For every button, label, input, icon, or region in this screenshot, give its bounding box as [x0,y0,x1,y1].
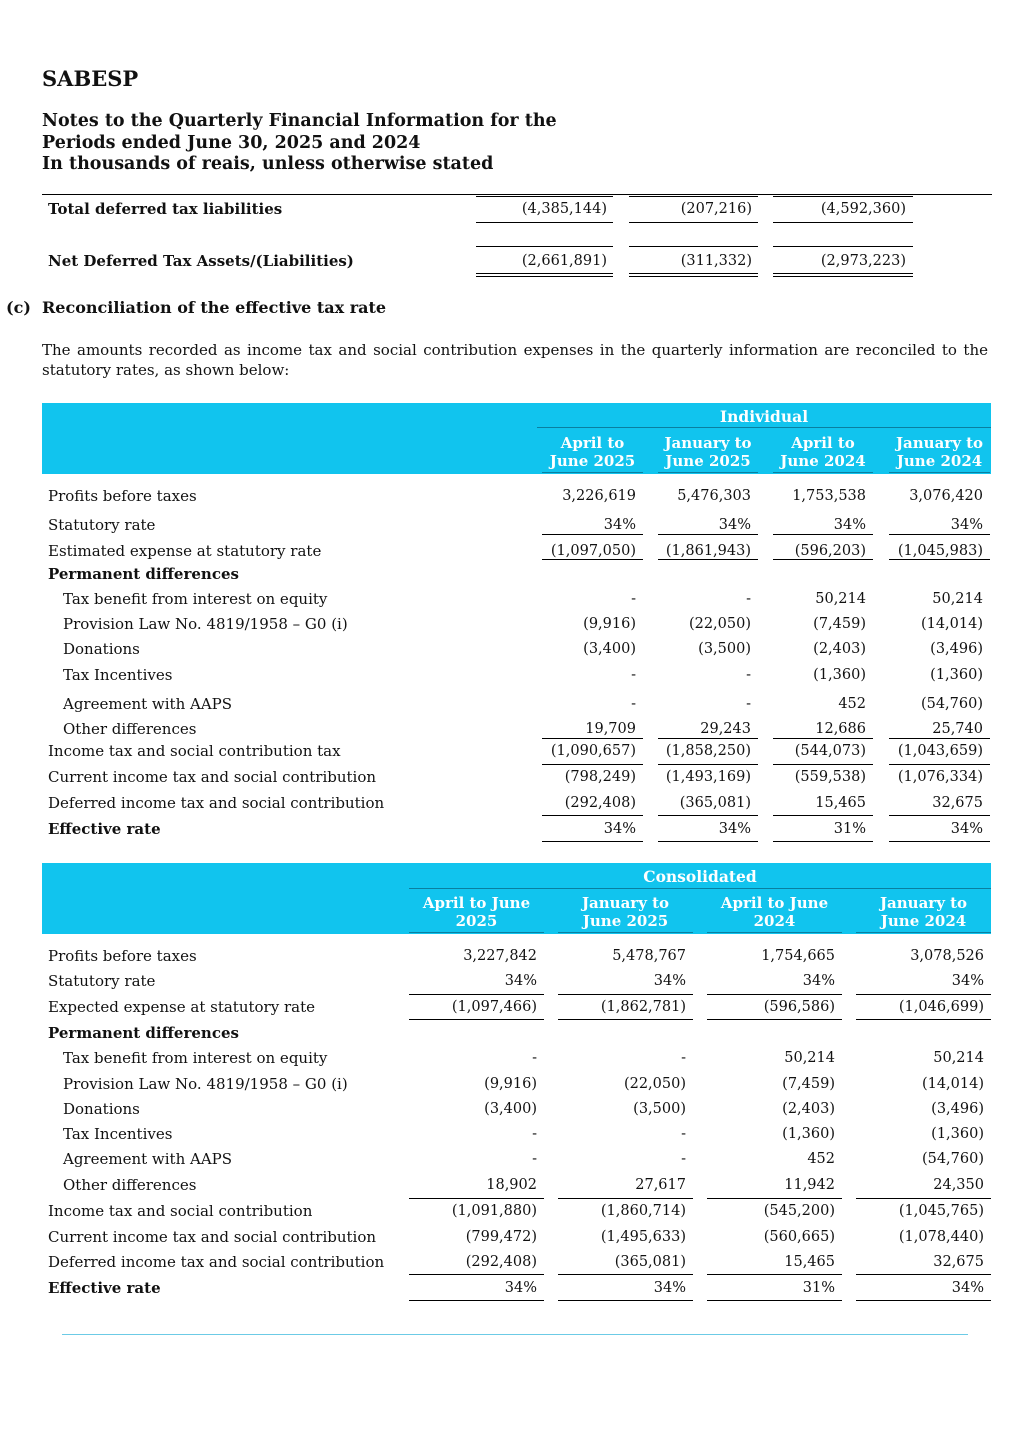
table-cell: 34% [718,821,751,837]
table-cell: 19,709 [585,721,636,737]
table-cell: (544,073) [794,743,866,759]
rule [889,534,990,535]
table-cell: (596,586) [763,999,835,1015]
column-header-line: 2025 [455,912,498,930]
band-rule [409,888,991,889]
deferred-cell: (207,216) [680,201,752,217]
row-label: Estimated expense at statutory rate [48,542,322,560]
table-cell: (292,408) [564,795,636,811]
column-header-rule [889,472,990,473]
table-cell: (798,249) [564,769,636,785]
band-rule [537,427,991,428]
table-cell: - [532,1151,537,1167]
table-cell: (3,496) [930,641,983,657]
rule [629,222,758,223]
rule [856,1019,991,1020]
row-label: Agreement with AAPS [63,1150,233,1168]
table-cell: (22,050) [623,1076,686,1092]
table-cell: (22,050) [688,616,751,632]
table-cell: 32,675 [933,1254,984,1270]
row-label: Current income tax and social contribution [48,768,377,786]
table-cell: 452 [807,1151,835,1167]
rule [476,196,613,197]
table-cell: 5,476,303 [677,488,751,504]
table-cell: (292,408) [465,1254,537,1270]
table-cell: 34% [951,1280,984,1296]
rule [409,1300,544,1301]
table-cell: 12,686 [815,721,866,737]
rule [629,246,758,247]
column-header-line: January to [895,434,984,452]
column-header-line: April to [791,434,855,452]
table-cell: 1,753,538 [792,488,866,504]
individual-title: Individual [719,407,809,426]
table-cell: 34% [950,821,983,837]
row-label: Deferred income tax and social contribution [48,794,385,812]
table-cell: 5,478,767 [612,948,686,964]
row-label: Provision Law No. 4819/1958 – G0 (i) [63,615,348,633]
table-cell: - [746,591,751,607]
rule [558,994,693,995]
table-cell: (596,203) [794,543,866,559]
table-cell: 34% [950,517,983,533]
row-label: Expected expense at statutory rate [48,998,315,1016]
rule [476,273,613,274]
deferred-cell: (4,385,144) [521,201,607,217]
rule [707,1198,842,1199]
deferred-cell: (4,592,360) [820,201,906,217]
row-label: Profits before taxes [48,487,197,505]
table-cell: - [746,667,751,683]
table-cell: - [532,1050,537,1066]
footer-divider [62,1334,968,1335]
rule [542,764,643,765]
table-cell: 34% [603,517,636,533]
table-cell: 27,617 [635,1177,686,1193]
rule [658,764,758,765]
table-cell: 3,076,420 [909,488,983,504]
column-header-line: June 2025 [582,912,669,930]
deferred-cell: (2,973,223) [820,253,906,269]
table-cell: (365,081) [679,795,751,811]
rule [889,738,990,739]
rule [409,1274,544,1275]
row-label: Statutory rate [48,516,156,534]
column-header-rule [773,472,873,473]
table-cell: (1,493,169) [665,769,751,785]
table-cell: 11,942 [784,1177,835,1193]
rule [889,559,990,560]
column-header-line: January to [879,894,968,912]
rule [409,1198,544,1199]
table-cell: (1,090,657) [550,743,636,759]
table-cell: (54,760) [920,696,983,712]
rule [542,841,643,842]
rule [658,815,758,816]
table-cell: 34% [504,1280,537,1296]
table-cell: (14,014) [921,1076,984,1092]
table-cell: (7,459) [813,616,866,632]
rule [658,534,758,535]
row-label: Tax benefit from interest on equity [63,1049,328,1067]
table-cell: - [681,1151,686,1167]
table-cell: - [631,591,636,607]
rule [558,1274,693,1275]
table-cell: (1,360) [813,667,866,683]
table-cell: 452 [838,696,866,712]
table-cell: 34% [802,973,835,989]
rule [889,815,990,816]
table-cell: (1,360) [931,1126,984,1142]
column-header [658,434,758,470]
row-label: Tax Incentives [63,666,173,684]
rule [773,764,873,765]
table-cell: (1,862,781) [600,999,686,1015]
table-cell: - [681,1126,686,1142]
row-label: Deferred income tax and social contribution [48,1253,385,1271]
table-cell: 34% [718,517,751,533]
rule [558,1198,693,1199]
table-cell: (1,078,440) [898,1229,984,1245]
rule [658,841,758,842]
rule [889,841,990,842]
table-cell: (1,495,633) [600,1229,686,1245]
table-cell: (14,014) [920,616,983,632]
column-header-line: June 2025 [665,452,751,470]
rule [856,1274,991,1275]
table-cell: - [681,1050,686,1066]
rule [558,1300,693,1301]
table-cell: 50,214 [784,1050,835,1066]
rule [476,222,613,223]
rule [658,738,758,739]
row-label: Effective rate [48,1279,161,1297]
table-cell: (1,045,765) [898,1203,984,1219]
column-header-line: 2024 [753,912,796,930]
company-name: SABESP [42,66,139,91]
table-cell: (7,459) [782,1076,835,1092]
table-cell: (1,360) [930,667,983,683]
table-cell: 3,226,619 [562,488,636,504]
table-cell: (365,081) [614,1254,686,1270]
table-cell: (1,097,466) [451,999,537,1015]
column-header-line: April to June [422,894,531,912]
table-cell: (1,043,659) [897,743,983,759]
column-header-line: January to [581,894,670,912]
table-cell: 31% [833,821,866,837]
table-cell: (1,045,983) [897,543,983,559]
table-cell: (560,665) [763,1229,835,1245]
rule [409,994,544,995]
rule [707,1019,842,1020]
table-cell: 15,465 [784,1254,835,1270]
rule [773,534,873,535]
table-cell: 3,227,842 [463,948,537,964]
table-cell: (1,858,250) [665,743,751,759]
deferred-row-label: Net Deferred Tax Assets/(Liabilities) [48,252,354,270]
rule [773,815,873,816]
row-label: Donations [63,640,140,658]
table-cell: - [631,696,636,712]
rule [707,1274,842,1275]
rule [773,276,913,277]
table-cell: 34% [833,517,866,533]
row-label: Permanent differences [48,1024,239,1042]
table-cell: (9,916) [583,616,636,632]
table-cell: 34% [504,973,537,989]
rule [542,559,643,560]
rule [773,273,913,274]
document-subtitle [42,111,557,176]
table-cell: (1,097,050) [550,543,636,559]
table-cell: 50,214 [933,1050,984,1066]
section-letter: (c) [6,298,31,317]
rule [773,559,873,560]
row-label: Income tax and social contribution tax [48,742,341,760]
table-cell: (3,500) [633,1101,686,1117]
table-cell: (545,200) [763,1203,835,1219]
table-cell: (54,760) [921,1151,984,1167]
row-label: Other differences [63,1176,197,1194]
table-cell: (1,861,943) [665,543,751,559]
table-cell: (3,400) [583,641,636,657]
table-cell: 50,214 [815,591,866,607]
column-header-line: June 2024 [780,452,866,470]
row-label: Effective rate [48,820,161,838]
column-header [409,894,544,930]
row-label: Provision Law No. 4819/1958 – G0 (i) [63,1075,348,1093]
table-cell: 34% [653,973,686,989]
column-header-line: June 2024 [880,912,967,930]
rule [409,1019,544,1020]
table-cell: 32,675 [932,795,983,811]
column-header [856,894,991,930]
row-label: Donations [63,1100,140,1118]
table-cell: 31% [802,1280,835,1296]
column-header-line: April to June [720,894,829,912]
column-header-line: April to [560,434,625,452]
rule [658,559,758,560]
deferred-row-label: Total deferred tax liabilities [48,200,283,218]
subtitle-line: In thousands of reais, unless otherwise stated [42,154,494,174]
section-intro: The amounts recorded as income tax and social contribution expenses in the quarterly information are reconciled to the statutory rates, as shown below: [42,341,988,379]
rule [476,246,613,247]
table-cell: 24,350 [933,1177,984,1193]
rule [629,196,758,197]
section-title: Reconciliation of the effective tax rate [42,298,387,317]
column-header [889,434,990,470]
column-header-rule [558,932,693,933]
column-header-rule [409,932,544,933]
rule [856,1198,991,1199]
table-cell: 34% [653,1280,686,1296]
table-cell: 18,902 [486,1177,537,1193]
table-cell: 1,754,665 [761,948,835,964]
rule [542,815,643,816]
row-label: Tax benefit from interest on equity [63,590,328,608]
table-cell: (3,400) [484,1101,537,1117]
rule [558,1019,693,1020]
column-header [707,894,842,930]
row-label: Income tax and social contribution [48,1202,313,1220]
column-header-line: January to [664,434,752,452]
column-header-line: June 2025 [549,452,636,470]
table-cell: (3,496) [931,1101,984,1117]
table-cell: (559,538) [794,769,866,785]
deferred-cell: (2,661,891) [521,253,607,269]
table-cell: 34% [951,973,984,989]
rule [629,276,758,277]
table-cell: (2,403) [782,1101,835,1117]
row-label: Permanent differences [48,565,239,583]
rule [707,1300,842,1301]
table-cell: - [746,696,751,712]
table-cell: (1,860,714) [600,1203,686,1219]
row-label: Current income tax and social contribution [48,1228,377,1246]
table-cell: - [631,667,636,683]
rule [773,196,913,197]
table-cell: (1,076,334) [897,769,983,785]
table-cell: (9,916) [484,1076,537,1092]
table-cell: 25,740 [932,721,983,737]
row-label: Agreement with AAPS [63,695,233,713]
table-cell: (2,403) [813,641,866,657]
table-cell: (1,046,699) [898,999,984,1015]
subtitle-line: Notes to the Quarterly Financial Information for the [42,111,557,131]
table-cell: (1,360) [782,1126,835,1142]
column-header-line: June 2024 [896,452,983,470]
header-divider [42,194,992,195]
table-cell: (1,091,880) [451,1203,537,1219]
table-cell: - [532,1126,537,1142]
row-label: Profits before taxes [48,947,197,965]
table-cell: 50,214 [932,591,983,607]
row-label: Tax Incentives [63,1125,173,1143]
rule [629,273,758,274]
rule [856,994,991,995]
column-header-rule [542,472,643,473]
rule [773,738,873,739]
deferred-cell: (311,332) [680,253,752,269]
table-cell: (799,472) [465,1229,537,1245]
table-cell: 15,465 [815,795,866,811]
table-cell: 3,078,526 [910,948,984,964]
column-header [542,434,643,470]
consolidated-title: Consolidated [643,867,757,886]
column-header [773,434,873,470]
rule [773,841,873,842]
row-label: Other differences [63,720,197,738]
column-header-rule [707,932,842,933]
rule [773,222,913,223]
row-label: Statutory rate [48,972,156,990]
rule [542,534,643,535]
rule [707,994,842,995]
rule [542,738,643,739]
table-cell: (3,500) [698,641,751,657]
column-header-rule [856,932,991,933]
rule [889,764,990,765]
rule [476,276,613,277]
table-cell: 29,243 [700,721,751,737]
column-header-rule [658,472,758,473]
rule [856,1300,991,1301]
rule [773,246,913,247]
column-header [558,894,693,930]
table-cell: 34% [603,821,636,837]
subtitle-line: Periods ended June 30, 2025 and 2024 [42,132,421,153]
